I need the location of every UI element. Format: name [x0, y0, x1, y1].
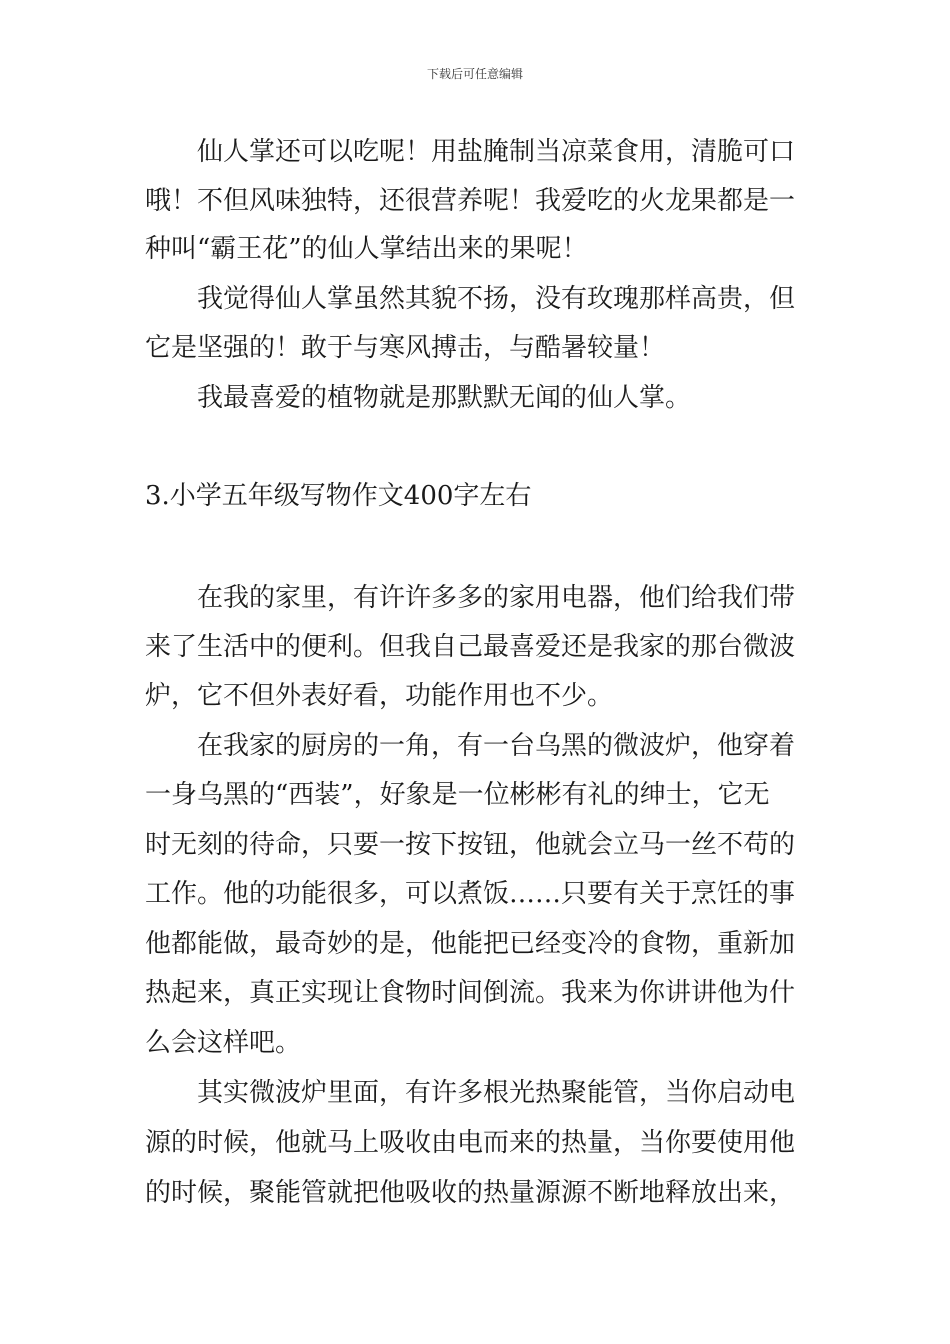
paragraph-line: 仙人掌还可以吃呢！用盐腌制当凉菜食用，清脆可口 [197, 137, 796, 167]
paragraph-line: 来了生活中的便利。但我自己最喜爱还是我家的那台微波 [145, 632, 796, 662]
paragraph-line: 它是坚强的！敢于与寒风搏击，与酷暑较量！ [145, 333, 666, 363]
paragraph-line: 么会这样吧。 [145, 1028, 302, 1058]
paragraph-line: 其实微波炉里面，有许多根光热聚能管，当你启动电 [197, 1078, 796, 1108]
section-heading: 3.小学五年级写物作文400字左右 [145, 481, 532, 511]
paragraph-line: 在我家的厨房的一角，有一台乌黑的微波炉，他穿着 [197, 731, 796, 761]
paragraph-line: 一身乌黑的“西装”，好象是一位彬彬有礼的绅士，它无 [145, 780, 770, 810]
paragraph-line: 源的时候，他就马上吸收由电而来的热量，当你要使用他 [145, 1128, 796, 1158]
paragraph-line: 我觉得仙人掌虽然其貌不扬，没有玫瑰那样高贵，但 [197, 284, 796, 314]
paragraph-line: 炉，它不但外表好看，功能作用也不少。 [145, 681, 614, 711]
paragraph-line: 的时候，聚能管就把他吸收的热量源源不断地释放出来， [145, 1178, 796, 1208]
paragraph-line: 哦！不但风味独特，还很营养呢！我爱吃的火龙果都是一 [145, 186, 796, 216]
paragraph-line: 工作。他的功能很多，可以煮饭……只要有关于烹饪的事 [145, 879, 796, 909]
paragraph-line: 在我的家里，有许许多多的家用电器，他们给我们带 [197, 583, 796, 613]
paragraph-line: 热起来，真正实现让食物时间倒流。我来为你讲讲他为什 [145, 978, 796, 1008]
paragraph-line: 种叫“霸王花”的仙人掌结出来的果呢！ [145, 234, 588, 264]
paragraph-line: 我最喜爱的植物就是那默默无闻的仙人掌。 [197, 383, 692, 413]
header-note: 下载后可任意编辑 [426, 67, 523, 81]
paragraph-line: 时无刻的待命，只要一按下按钮，他就会立马一丝不苟的 [145, 830, 796, 860]
paragraph-line: 他都能做，最奇妙的是，他能把已经变冷的食物，重新加 [145, 929, 796, 959]
